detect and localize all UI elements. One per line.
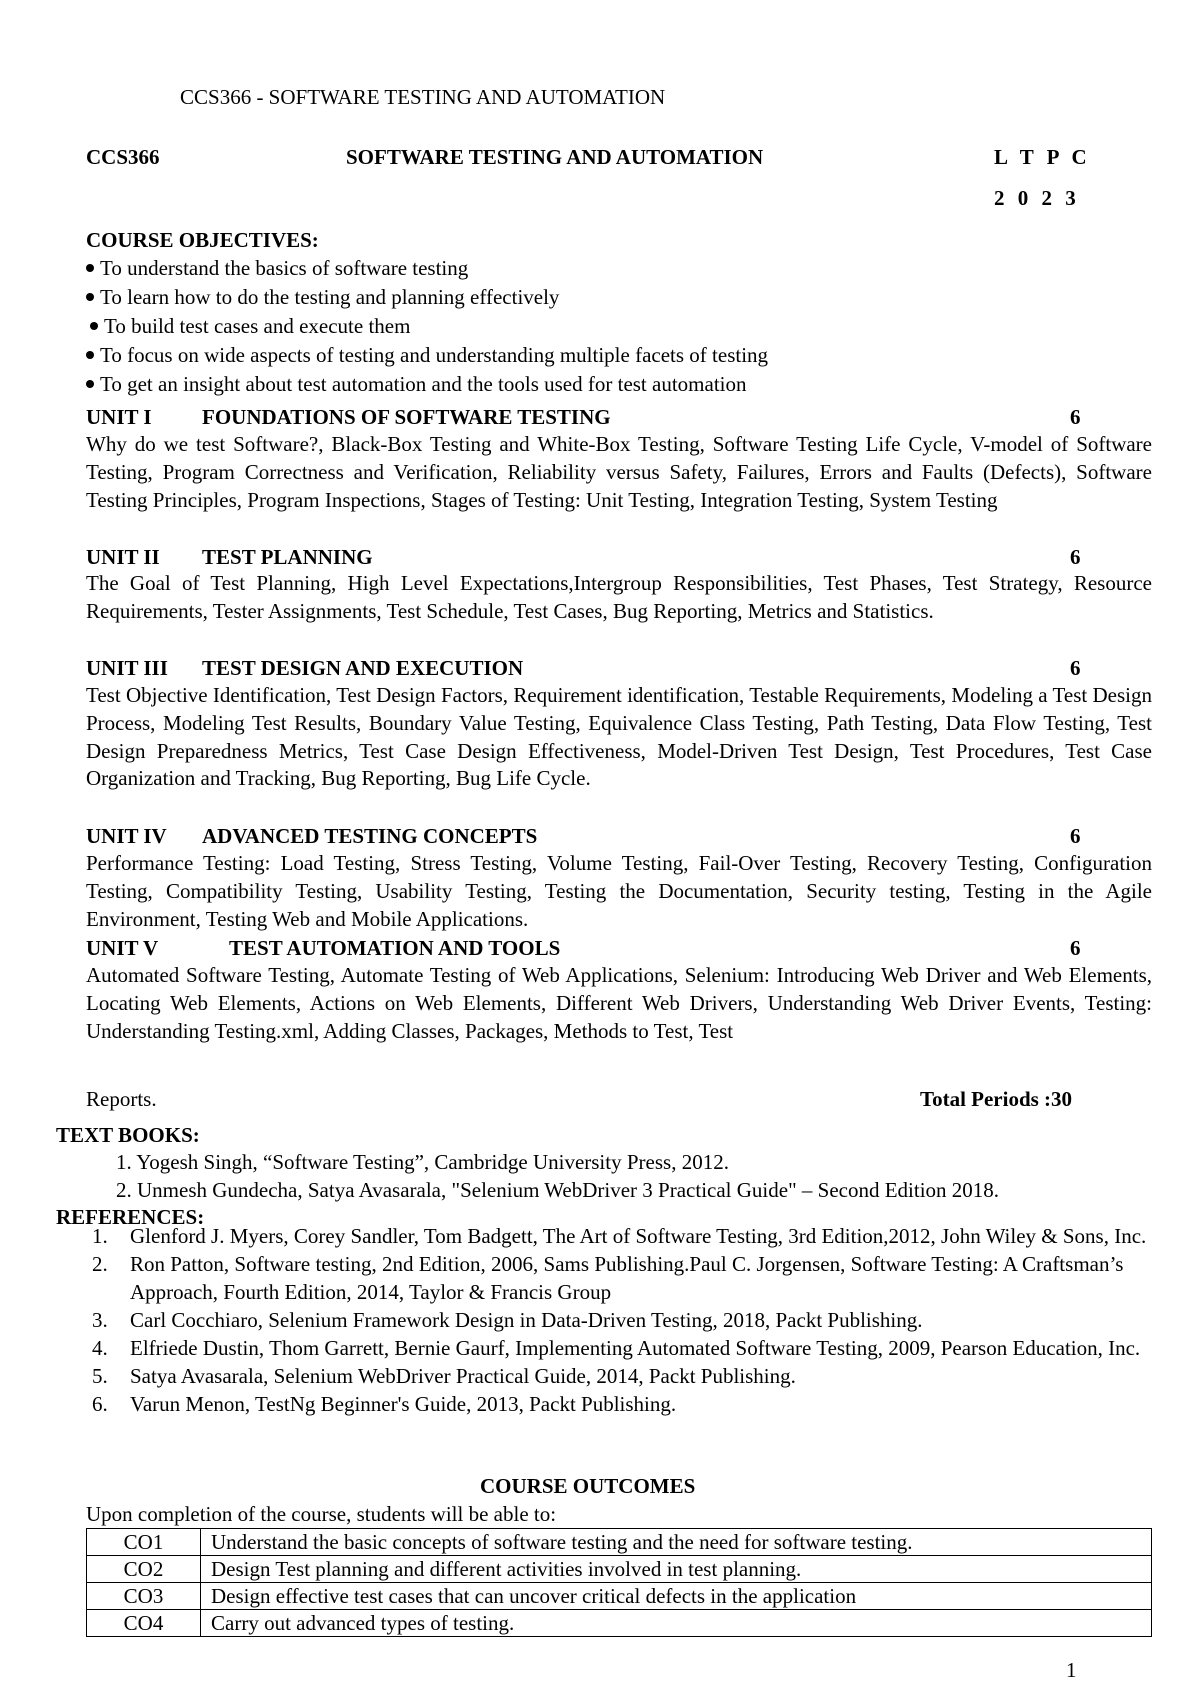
table-row (87, 1529, 1152, 1556)
unit-number: UNIT III (86, 656, 168, 680)
unit-2-content: The Goal of Test Planning, High Level Expectations,Intergroup Responsibilities, Test Phases, Test Strategy, Resource Requirements, Tester Assignments, Test Schedule, Test Cases, Bug Reporting, Metrics and Statistics. (86, 571, 1152, 623)
unit-hours: 6 (1070, 824, 1081, 848)
reference-item: 6. Varun Menon, TestNg Beginner's Guide, 2013, Packt Publishing. (92, 1392, 677, 1416)
references-list (92, 1222, 1152, 1418)
page-title: CCS366 - SOFTWARE TESTING AND AUTOMATION (180, 85, 666, 109)
unit-number: UNIT IV (86, 824, 167, 848)
unit-title: TEST PLANNING (202, 545, 373, 569)
unit-2-heading (86, 543, 1166, 571)
objective-item: To learn how to do the testing and planning effectively (86, 283, 768, 312)
table-row (87, 1610, 1152, 1637)
outcome-text: Design Test planning and different activities involved in test planning. (201, 1556, 1152, 1583)
outcome-text: Design effective test cases that can uncover critical defects in the application (201, 1583, 1152, 1610)
outcome-code: CO2 (87, 1556, 201, 1583)
unit-1-heading (86, 403, 1166, 431)
unit-hours: 6 (1070, 545, 1081, 569)
bullet-icon (86, 293, 94, 301)
ltpc-values: 2 0 2 3 (994, 186, 1076, 210)
page-number: 1 (1066, 1658, 1077, 1682)
reference-item: 2. Ron Patton, Software testing, 2nd Edition, 2006, Sams Publishing.Paul C. Jorgensen, Software Testing: A Craftsman’s Approach, Fourth Edition, 2014, Taylor & Francis Group (92, 1252, 1124, 1304)
outcome-text: Understand the basic concepts of software testing and the need for software testing. (201, 1529, 1152, 1556)
unit-4-content: Performance Testing: Load Testing, Stress Testing, Volume Testing, Fail-Over Testing, Recovery Testing, Configuration Testing, Compatibility Testing, Usability Testing, Testing the Documentation, Security testing, Testing in the Agile Environment, Testing Web and Mobile Applications. (86, 851, 1152, 931)
objectives-list (86, 254, 768, 399)
bullet-icon (86, 351, 94, 359)
unit-number: UNIT I (86, 405, 152, 429)
reports-line: Reports. (86, 1087, 157, 1111)
unit-hours: 6 (1070, 656, 1081, 680)
table-row (87, 1556, 1152, 1583)
outcome-code: CO1 (87, 1529, 201, 1556)
bullet-icon (86, 380, 94, 388)
outcomes-table (86, 1528, 1152, 1637)
unit-5-content: Automated Software Testing, Automate Testing of Web Applications, Selenium: Introducing Web Driver and Web Elements, Locating Web Elements, Actions on Web Elements, Different Web Drivers, Understanding Web Driver Events, Testing: Understanding Testing.xml, Adding Classes, Packages, Methods to Test, Test (86, 963, 1152, 1043)
bullet-icon (86, 264, 94, 272)
unit-hours: 6 (1070, 936, 1081, 960)
objective-item: To understand the basics of software testing (86, 254, 768, 283)
unit-3-heading (86, 654, 1166, 682)
total-periods: Total Periods :30 (920, 1087, 1073, 1111)
unit-title: FOUNDATIONS OF SOFTWARE TESTING (202, 405, 611, 429)
unit-title: ADVANCED TESTING CONCEPTS (202, 824, 538, 848)
outcomes-intro: Upon completion of the course, students will be able to: (86, 1502, 557, 1526)
unit-3-content: Test Objective Identification, Test Design Factors, Requirement identification, Testable Requirements, Modeling a Test Design Process, Modeling Test Results, Boundary Value Testing, Equivalence Class Testing, Path Testing, Data Flow Testing, Test Design Preparedness Metrics, Test Case Design Effectiveness, Model-Driven Test Design, Test Procedures, Test Case Organization and Tracking, Bug Reporting, Bug Life Cycle. (86, 683, 1152, 791)
reference-item: 4. Elfriede Dustin, Thom Garrett, Bernie Gaurf, Implementing Automated Software Testing, 2009, Pearson Education, Inc. (92, 1336, 1141, 1360)
outcome-text: Carry out advanced types of testing. (201, 1610, 1152, 1637)
objective-item: To get an insight about test automation and the tools used for test automation (86, 370, 768, 399)
unit-title: TEST DESIGN AND EXECUTION (202, 656, 524, 680)
outcome-code: CO3 (87, 1583, 201, 1610)
unit-hours: 6 (1070, 405, 1081, 429)
outcomes-heading: COURSE OUTCOMES (480, 1474, 696, 1498)
ltpc-labels: L T P C (994, 145, 1087, 169)
reference-item: 3. Carl Cocchiaro, Selenium Framework Design in Data-Driven Testing, 2018, Packt Publishing. (92, 1308, 923, 1332)
outcome-code: CO4 (87, 1610, 201, 1637)
objectives-heading: COURSE OBJECTIVES: (86, 228, 319, 252)
unit-4-heading (86, 822, 1166, 850)
unit-title: TEST AUTOMATION AND TOOLS (229, 936, 561, 960)
textbook-item: 2. Unmesh Gundecha, Satya Avasarala, "Selenium WebDriver 3 Practical Guide" – Second Edition 2018. (116, 1178, 1000, 1202)
objective-item: To build test cases and execute them (86, 312, 768, 341)
unit-1-content: Why do we test Software?, Black-Box Testing and White-Box Testing, Software Testing Life Cycle, V-model of Software Testing, Program Correctness and Verification, Reliability versus Safety, Failures, Errors and Faults (Defects), Software Testing Principles, Program Inspections, Stages of Testing: Unit Testing, Integration Testing, System Testing (86, 432, 1152, 512)
references-heading: REFERENCES: (56, 1205, 205, 1229)
textbook-item: 1. Yogesh Singh, “Software Testing”, Cambridge University Press, 2012. (116, 1150, 729, 1174)
objective-item: To focus on wide aspects of testing and understanding multiple facets of testing (86, 341, 768, 370)
table-row (87, 1583, 1152, 1610)
textbooks-heading: TEXT BOOKS: (56, 1123, 200, 1147)
unit-5-heading (86, 934, 1166, 962)
course-title: SOFTWARE TESTING AND AUTOMATION (346, 145, 764, 169)
unit-number: UNIT V (86, 936, 159, 960)
bullet-icon (90, 322, 98, 330)
reference-item: 1. Glenford J. Myers, Corey Sandler, Tom Badgett, The Art of Software Testing, 3rd Edition,2012, John Wiley & Sons, Inc. (92, 1224, 1147, 1248)
reference-item: 5. Satya Avasarala, Selenium WebDriver Practical Guide, 2014, Packt Publishing. (92, 1364, 796, 1388)
unit-number: UNIT II (86, 545, 160, 569)
course-code: CCS366 (86, 145, 160, 169)
